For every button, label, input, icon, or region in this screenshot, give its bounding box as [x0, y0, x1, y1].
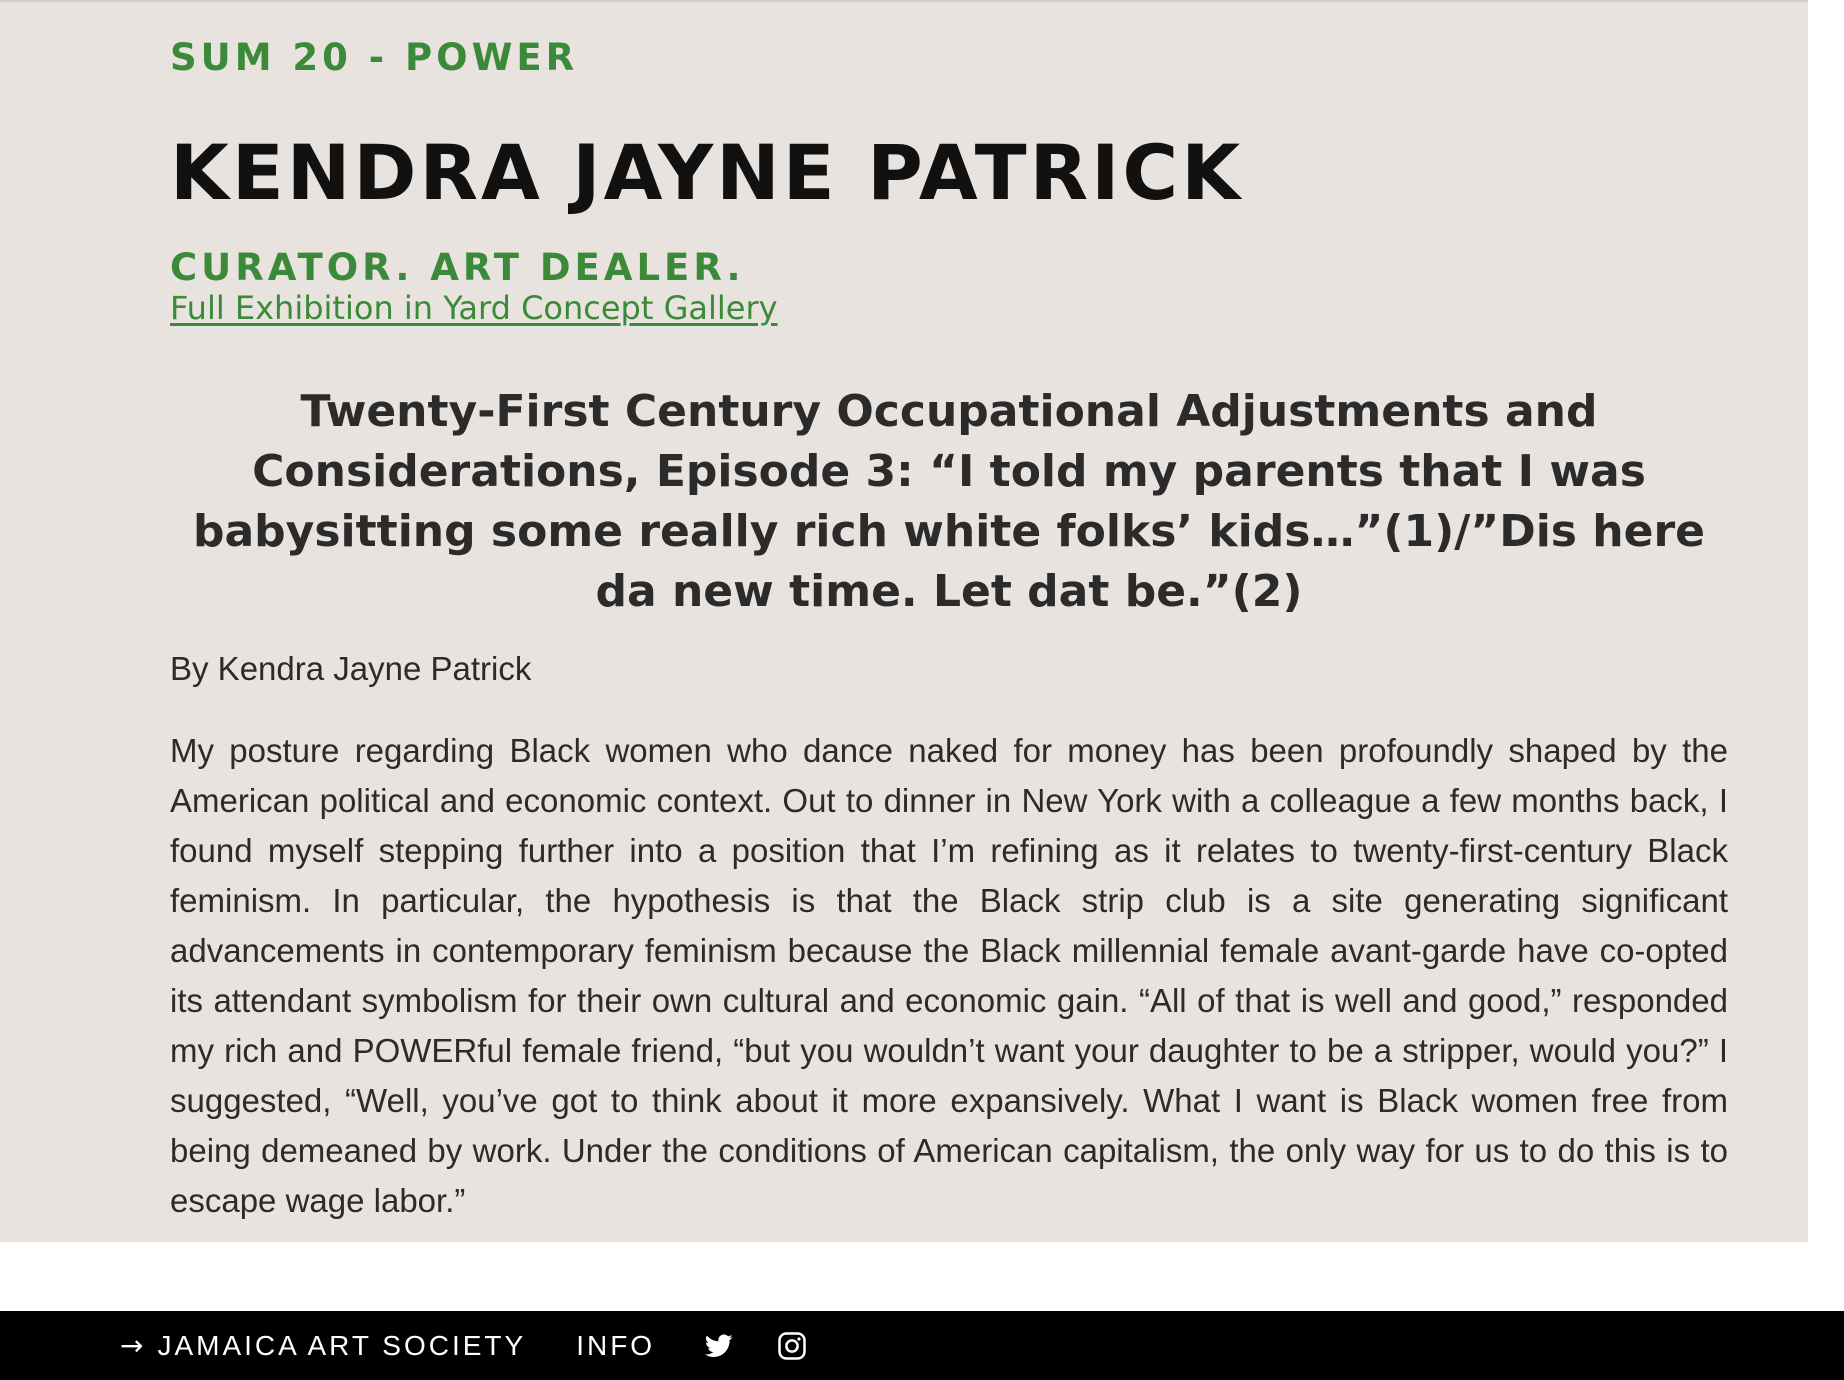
exhibition-link[interactable]: Full Exhibition in Yard Concept Gallery: [170, 289, 778, 327]
article-card: [0, 2, 1808, 1242]
instagram-icon[interactable]: [777, 1331, 807, 1361]
footer-bar: [0, 1311, 1844, 1380]
artist-roles: CURATOR. ART DEALER.: [170, 246, 745, 289]
twitter-icon[interactable]: [705, 1334, 733, 1358]
footer-nav: [120, 1311, 807, 1380]
artist-name: KENDRA JAYNE PATRICK: [170, 128, 1244, 217]
issue-label: SUM 20 - POWER: [170, 36, 579, 79]
article-body: My posture regarding Black women who dance naked for money has been profoundly shaped by the American political and economic context. Out to dinner in New York with a colleague a few months back, I found myself stepping further into a position that I’m refining as it relates to twenty-first-century Black feminism. In particular, the hypothesis is that the Black strip club is a site generating significant advancements in contemporary feminism because the Black millennial female avant-garde have co-opted its attendant symbolism for their own cultural and economic gain. “All of that is well and good,” responded my rich and POWERful female friend, “but you wouldn’t want your daughter to be a stripper, would you?” I suggested, “Well, you’ve got to think about it more expansively. What I want is Black women free from being demeaned by work. Under the conditions of American capitalism, the only way for us to do this is to escape wage labor.”: [170, 732, 1728, 1219]
article-title: Twenty-First Century Occupational Adjustments and Considerations, Episode 3: “I told my parents that I was babysitting some really rich white folks’ kids…”(1)/”Dis here da new time. Let dat be.”(2): [192, 386, 1706, 617]
arrow-right-icon: →: [120, 1329, 144, 1362]
home-link[interactable]: [120, 1329, 526, 1362]
info-link[interactable]: INFO: [576, 1329, 656, 1361]
byline: By Kendra Jayne Patrick: [170, 650, 532, 687]
home-link-label: JAMAICA ART SOCIETY: [157, 1329, 527, 1361]
